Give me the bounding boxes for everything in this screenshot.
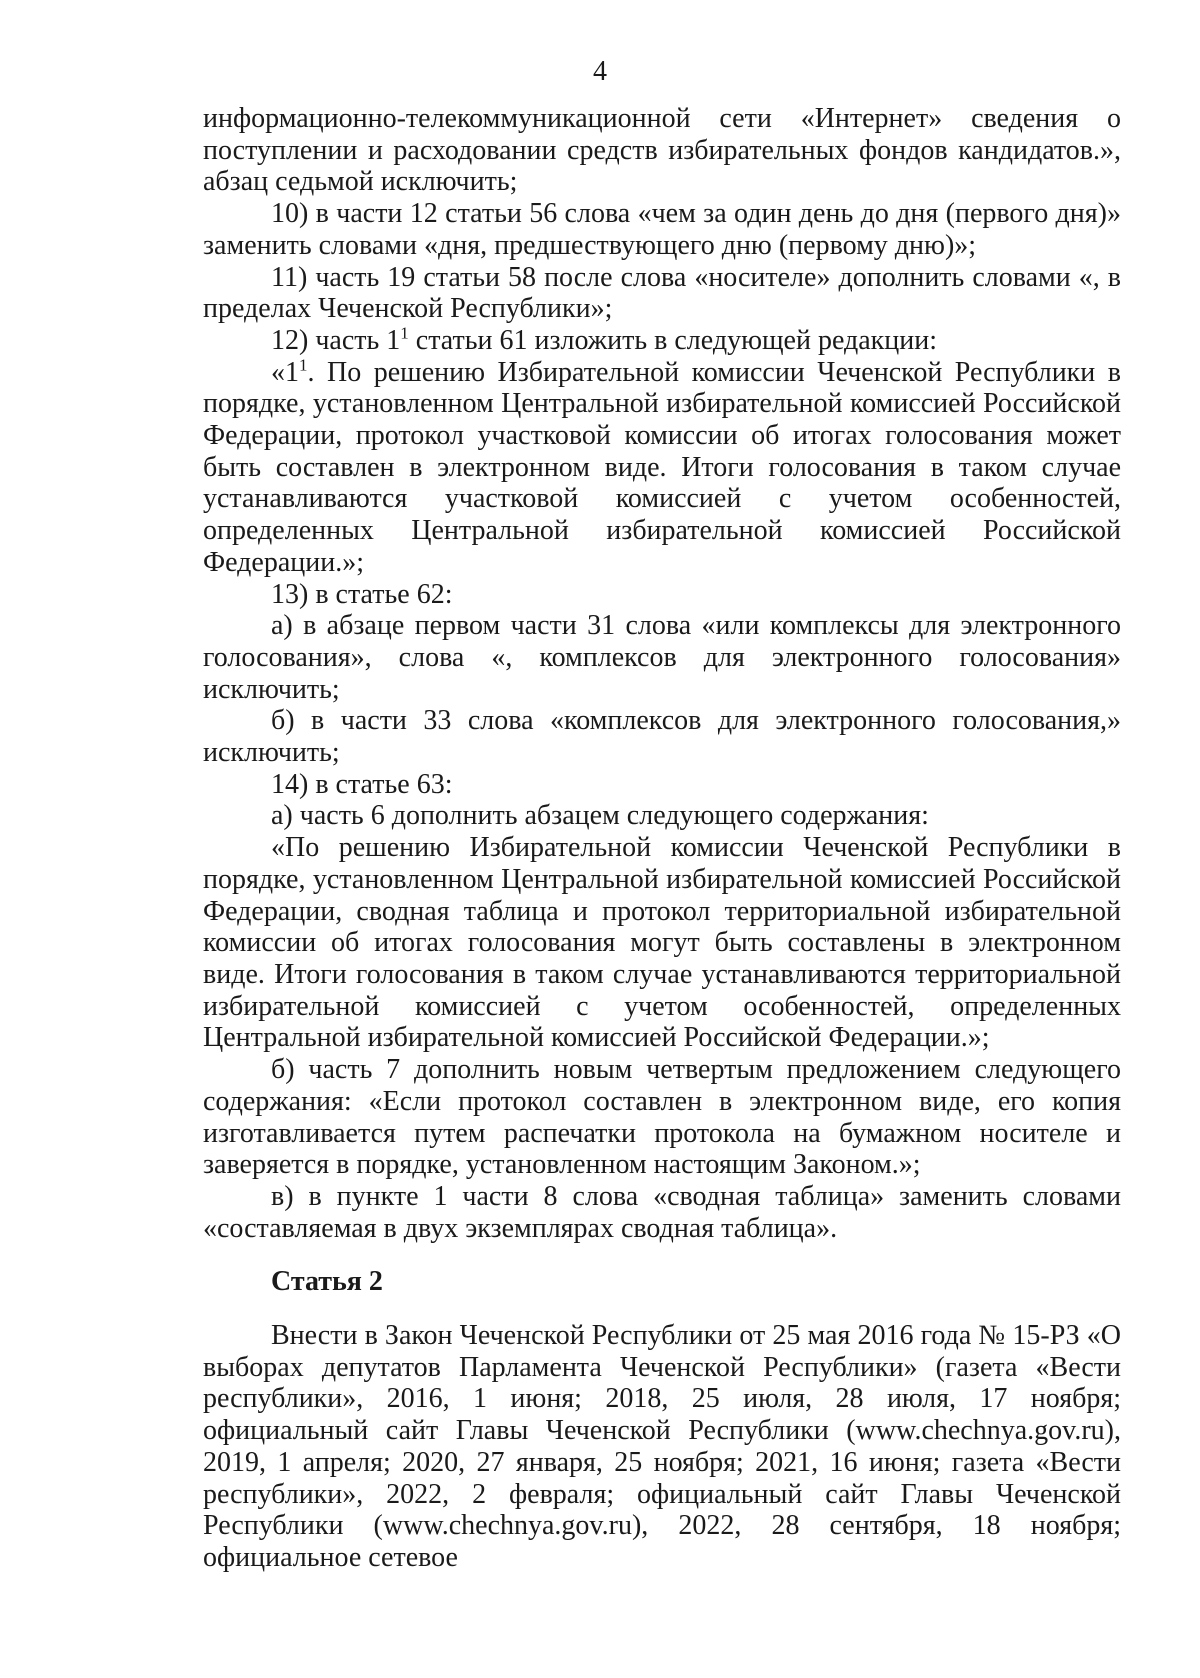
paragraph-quoted-part-6: «По решению Избирательной комиссии Чеченской Республики в порядке, установленном Центральной избирательной комиссией Российской Федерации, сводная таблица и протокол территориальной избирательной комиссии об итогах голосования могут быть составлены в электронном виде. Итоги голосования в таком случае устанавливаются территориальной избирательной комиссией с учетом особенностей, определенных Центральной избирательной комиссией Российской Федерации.»; [203,832,1121,1054]
paragraph-item-14-b: б) часть 7 дополнить новым четвертым предложением следующего содержания: «Если протокол составлен в электронном виде, его копия изготавливается путем распечатки протокола на бумажном носителе и заверяется в порядке, установленном настоящим Законом.»; [203,1054,1121,1181]
quoted-part-text-end: . По решению Избирательной комиссии Чеченской Республики в порядке, установленном Центральной избирательной комиссией Российской Федерации, протокол участковой комиссии об итогах голосования может быть составлен в электронном виде. Итоги голосования в таком случае устанавливаются участковой комиссией с учетом особенностей, определенных Центральной избирательной комиссией Российской Федерации.»; [203,356,1121,578]
paragraph-item-14: 14) в статье 63: [271,768,453,800]
paragraph-article-2: Внести в Закон Чеченской Республики от 25 мая 2016 года № 15-РЗ «О выборах депутатов Парламента Чеченской Республики» (газета «Вести республики», 2016, 1 июня; 2018, 25 июля, 28 июля, 17 ноября; официальный сайт Главы Чеченской Республики (www.chechnya.gov.ru), 2019, 1 апреля; 2020, 27 января, 25 ноября; 2021, 16 июня; газета «Вести республики», 2022, 2 февраля; официальный сайт Главы Чеченской Республики (www.chechnya.gov.ru), 2022, 28 сентября, 18 ноября; официальное сетевое [203,1320,1121,1573]
paragraph-item-12 [203,325,1121,357]
document-body [203,103,1121,1574]
quoted-part-text-start: «1 [271,356,299,388]
item-12-superscript: 1 [400,323,409,343]
paragraph-item-14-v: в) в пункте 1 части 8 слова «сводная таблица» заменить словами «составляемая в двух экземплярах сводная таблица». [203,1180,1121,1244]
article-heading: Статья 2 [271,1266,383,1298]
paragraph-quoted-part-1-1 [203,357,1121,579]
paragraph-item-13: 13) в статье 62: [271,578,453,610]
paragraph-item-11: 11) часть 19 статьи 58 после слова «носителе» дополнить словами «, в пределах Чеченской Республики»; [203,261,1121,325]
paragraph-item-13-b: б) в части 33 слова «комплексов для электронного голосования,» исключить; [203,705,1121,769]
page-number: 4 [593,56,607,87]
paragraph-item-10: 10) в части 12 статьи 56 слова «чем за один день до дня (первого дня)» заменить словами «дня, предшествующего дню (первому дню)»; [203,198,1121,261]
quoted-part-superscript: 1 [299,355,308,375]
item-12-text-start: 12) часть 1 [271,324,401,356]
paragraph-item-14-a: а) часть 6 дополнить абзацем следующего содержания: [271,800,929,832]
item-12-text-end: статьи 61 изложить в следующей редакции: [408,324,938,356]
paragraph-item-13-a: а) в абзаце первом части 31 слова «или комплексы для электронного голосования», слова «, комплексов для электронного голосования» исключить; [203,610,1121,705]
paragraph-continuation: информационно-телекоммуникационной сети «Интернет» сведения о поступлении и расходовании средств избирательных фондов кандидатов.», абзац седьмой исключить; [203,103,1121,198]
